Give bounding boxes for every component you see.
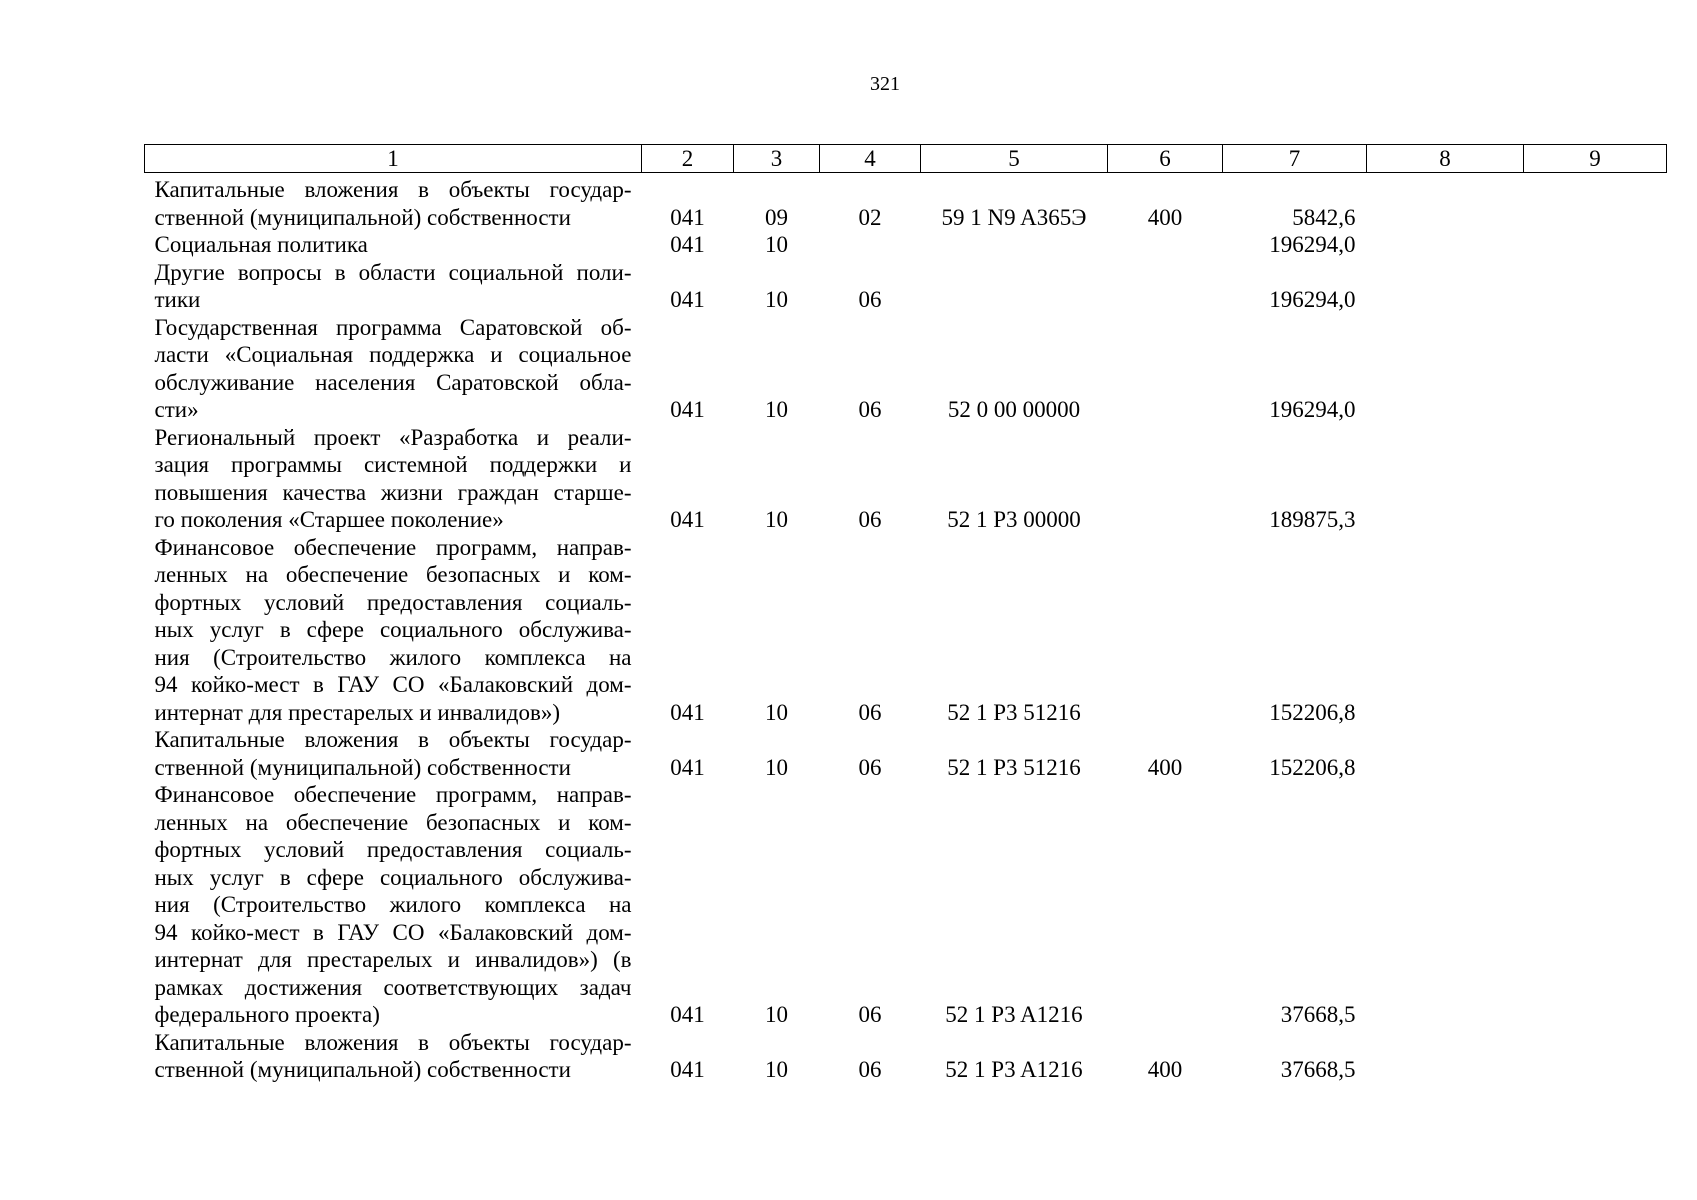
cell-col-8 bbox=[1367, 173, 1524, 232]
cell-section: 09 bbox=[765, 204, 788, 230]
description-line: интернат для престарелых и инвалидов») bbox=[154, 699, 560, 725]
cell-col-9 bbox=[1524, 424, 1667, 534]
cell-expense-type: 400 bbox=[1147, 754, 1183, 780]
header-col-7: 7 bbox=[1223, 145, 1367, 173]
cell-description bbox=[145, 534, 642, 727]
description-line: Капитальные вложения в объекты государ- bbox=[154, 1029, 632, 1055]
description-line: ственной (муниципальной) собственности bbox=[154, 204, 571, 230]
cell-description bbox=[145, 259, 642, 314]
cell-target-article bbox=[921, 259, 1108, 314]
cell-subsection: 02 bbox=[858, 204, 882, 230]
cell-subsection bbox=[820, 231, 921, 259]
table-row bbox=[145, 781, 1667, 1029]
description-line: Капитальные вложения в объекты государ- bbox=[154, 727, 632, 752]
description-line: Социальная политика bbox=[154, 232, 368, 257]
cell-amount: 152206,8 bbox=[1269, 754, 1356, 780]
cell-amount: 196294,0 bbox=[1269, 287, 1356, 312]
cell-col-9 bbox=[1524, 173, 1667, 232]
cell-expense-type bbox=[1108, 259, 1223, 314]
header-col-8: 8 bbox=[1367, 145, 1524, 173]
description-line: интернат для престарелых и инвалидов») (в bbox=[154, 947, 632, 972]
description-line: Капитальные вложения в объекты государ- bbox=[154, 177, 632, 202]
cell-target-article: 52 0 00 00000 bbox=[947, 397, 1081, 422]
cell-subsection: 06 bbox=[858, 1057, 882, 1082]
header-row bbox=[145, 145, 1667, 173]
header-col-3: 3 bbox=[734, 145, 820, 173]
cell-section: 10 bbox=[765, 507, 788, 532]
description-line: ственной (муниципальной) собственности bbox=[154, 754, 571, 780]
description-line: сти» bbox=[154, 397, 199, 422]
cell-ministry-code: 041 bbox=[670, 1002, 705, 1027]
cell-col-8 bbox=[1367, 424, 1524, 534]
description-line: ственной (муниципальной) собственности bbox=[154, 1057, 571, 1082]
cell-description bbox=[145, 781, 642, 1029]
cell-col-9 bbox=[1524, 534, 1667, 727]
header-col-6: 6 bbox=[1108, 145, 1223, 173]
description-line: фортных условий предоставления социаль- bbox=[154, 589, 632, 615]
cell-col-8 bbox=[1367, 259, 1524, 314]
cell-ministry-code: 041 bbox=[670, 507, 705, 532]
cell-description bbox=[145, 231, 642, 259]
cell-amount: 37668,5 bbox=[1280, 1002, 1356, 1027]
cell-col-9 bbox=[1524, 781, 1667, 1029]
cell-target-article: 52 1 P3 51216 bbox=[947, 754, 1081, 780]
cell-col-9 bbox=[1524, 231, 1667, 259]
description-line: тики bbox=[154, 287, 201, 312]
cell-target-article: 52 1 P3 51216 bbox=[947, 699, 1081, 725]
cell-subsection: 06 bbox=[858, 507, 882, 532]
cell-col-8 bbox=[1367, 1029, 1524, 1084]
cell-target-article: 59 1 N9 A365Э bbox=[941, 204, 1087, 230]
description-line: 94 койко-мест в ГАУ СО «Балаковский дом- bbox=[154, 919, 632, 945]
cell-ministry-code: 041 bbox=[670, 699, 705, 725]
description-line: ных услуг в сфере социального обслужива- bbox=[154, 864, 632, 890]
description-line: фортных условий предоставления социаль- bbox=[154, 837, 632, 862]
cell-expense-type: 400 bbox=[1147, 204, 1183, 230]
description-line: обслуживание населения Саратовской обла- bbox=[154, 369, 632, 395]
header-col-1: 1 bbox=[145, 145, 642, 173]
cell-description bbox=[145, 314, 642, 424]
description-line: Финансовое обеспечение программ, направ- bbox=[154, 534, 632, 560]
description-line: ных услуг в сфере социального обслужива- bbox=[154, 617, 632, 642]
cell-section: 10 bbox=[765, 287, 788, 312]
description-line: рамках достижения соответствующих задач bbox=[154, 974, 632, 1000]
table-row bbox=[145, 726, 1667, 781]
cell-ministry-code: 041 bbox=[670, 1057, 705, 1082]
cell-target-article: 52 1 P3 00000 bbox=[947, 507, 1081, 532]
page-number: 321 bbox=[870, 73, 900, 95]
cell-amount: 189875,3 bbox=[1269, 507, 1356, 532]
cell-amount: 5842,6 bbox=[1292, 204, 1356, 230]
description-line: Региональный проект «Разработка и реали- bbox=[154, 424, 632, 450]
cell-col-9 bbox=[1524, 1029, 1667, 1084]
table-body bbox=[145, 173, 1667, 1084]
cell-section: 10 bbox=[765, 1057, 788, 1082]
budget-table bbox=[144, 144, 1667, 1084]
cell-ministry-code: 041 bbox=[670, 204, 705, 230]
cell-target-article bbox=[921, 231, 1108, 259]
cell-col-9 bbox=[1524, 726, 1667, 781]
cell-description bbox=[145, 726, 642, 781]
cell-description bbox=[145, 173, 642, 232]
cell-subsection: 06 bbox=[858, 699, 882, 725]
cell-col-9 bbox=[1524, 314, 1667, 424]
cell-section: 10 bbox=[765, 232, 788, 257]
cell-section: 10 bbox=[765, 1002, 788, 1027]
table-row bbox=[145, 231, 1667, 259]
cell-subsection: 06 bbox=[858, 754, 882, 780]
table-row bbox=[145, 173, 1667, 232]
cell-expense-type bbox=[1108, 534, 1223, 727]
cell-expense-type: 400 bbox=[1147, 1057, 1183, 1082]
cell-subsection: 06 bbox=[858, 397, 882, 422]
cell-description bbox=[145, 424, 642, 534]
cell-expense-type bbox=[1108, 424, 1223, 534]
cell-col-8 bbox=[1367, 726, 1524, 781]
description-line: ния (Строительство жилого комплекса на bbox=[154, 644, 632, 670]
description-line: ленных на обеспечение безопасных и ком- bbox=[154, 562, 632, 587]
cell-section: 10 bbox=[765, 699, 788, 725]
description-line: 94 койко-мест в ГАУ СО «Балаковский дом- bbox=[154, 672, 632, 697]
cell-description bbox=[145, 1029, 642, 1084]
cell-subsection: 06 bbox=[858, 287, 882, 312]
cell-col-8 bbox=[1367, 314, 1524, 424]
cell-col-8 bbox=[1367, 781, 1524, 1029]
description-line: Другие вопросы в области социальной поли- bbox=[154, 259, 632, 285]
cell-expense-type bbox=[1108, 314, 1223, 424]
cell-expense-type bbox=[1108, 781, 1223, 1029]
cell-col-8 bbox=[1367, 534, 1524, 727]
cell-amount: 37668,5 bbox=[1280, 1057, 1356, 1082]
cell-section: 10 bbox=[765, 397, 788, 422]
cell-col-8 bbox=[1367, 231, 1524, 259]
table-row bbox=[145, 1029, 1667, 1084]
description-line: ленных на обеспечение безопасных и ком- bbox=[154, 809, 632, 835]
cell-col-9 bbox=[1524, 259, 1667, 314]
description-line: ласти «Социальная поддержка и социальное bbox=[154, 342, 632, 367]
table-row bbox=[145, 314, 1667, 424]
description-line: Государственная программа Саратовской об- bbox=[154, 314, 632, 340]
description-line: повышения качества жизни граждан старше- bbox=[154, 479, 632, 505]
cell-subsection: 06 bbox=[858, 1002, 882, 1027]
cell-ministry-code: 041 bbox=[670, 287, 705, 312]
table-row bbox=[145, 259, 1667, 314]
cell-target-article: 52 1 P3 A1216 bbox=[945, 1002, 1083, 1027]
header-col-2: 2 bbox=[642, 145, 734, 173]
table-row bbox=[145, 534, 1667, 727]
cell-ministry-code: 041 bbox=[670, 754, 705, 780]
description-line: зация программы системной поддержки и bbox=[154, 452, 632, 477]
cell-amount: 152206,8 bbox=[1269, 699, 1356, 725]
cell-section: 10 bbox=[765, 754, 788, 780]
header-col-9: 9 bbox=[1524, 145, 1667, 173]
cell-ministry-code: 041 bbox=[670, 397, 705, 422]
header-col-5: 5 bbox=[921, 145, 1108, 173]
table-header bbox=[145, 145, 1667, 173]
header-col-4: 4 bbox=[820, 145, 921, 173]
cell-amount: 196294,0 bbox=[1269, 232, 1356, 257]
description-line: ния (Строительство жилого комплекса на bbox=[154, 892, 632, 917]
description-line: го поколения «Старшее поколение» bbox=[154, 507, 504, 532]
cell-amount: 196294,0 bbox=[1269, 397, 1356, 422]
cell-ministry-code: 041 bbox=[670, 232, 705, 257]
description-line: Финансовое обеспечение программ, направ- bbox=[154, 782, 632, 807]
cell-target-article: 52 1 P3 A1216 bbox=[945, 1057, 1083, 1082]
table-row bbox=[145, 424, 1667, 534]
cell-expense-type bbox=[1108, 231, 1223, 259]
description-line: федерального проекта) bbox=[154, 1002, 380, 1027]
